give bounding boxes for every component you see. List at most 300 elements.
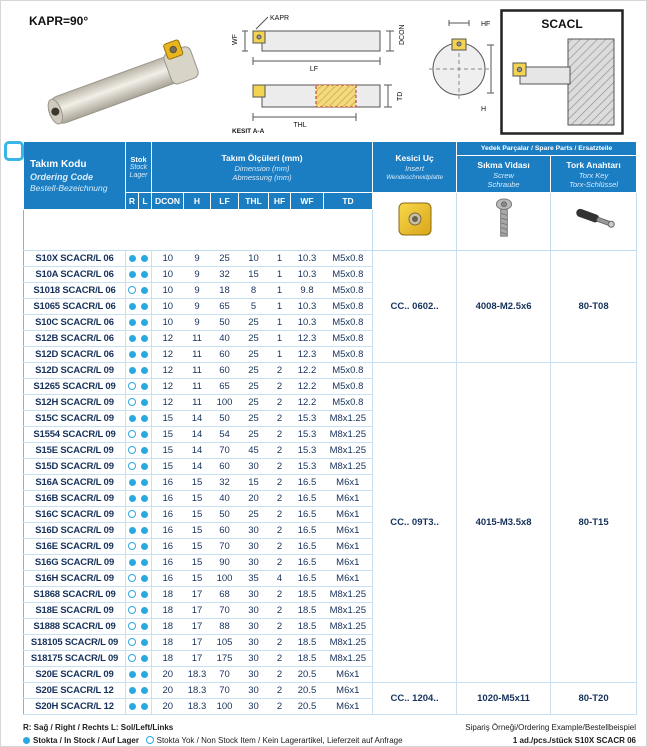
dim-hf-cell: 2 xyxy=(269,363,291,379)
stock-l-cell xyxy=(139,363,152,379)
dim-td-cell: M6x1 xyxy=(324,491,373,507)
torx-key-code-cell: 80-T08 xyxy=(551,251,637,363)
dim-lf-cell: 100 xyxy=(211,571,239,587)
dim-wf-cell: 16.5 xyxy=(291,539,324,555)
dim-lf-cell: 60 xyxy=(211,459,239,475)
stock-l-cell xyxy=(139,699,152,715)
dim-lf-cell: 60 xyxy=(211,363,239,379)
dim-dcon-cell: 12 xyxy=(152,363,184,379)
tool-code-cell: S1554 SCACR/L 09 xyxy=(24,427,126,443)
stock-l-cell xyxy=(139,491,152,507)
stock-dot-r xyxy=(128,382,136,390)
tool-code-cell: S15E SCACR/L 09 xyxy=(24,443,126,459)
dim-wf-cell: 18.5 xyxy=(291,651,324,667)
dim-dcon-cell: 10 xyxy=(152,267,184,283)
dim-h-cell: 17 xyxy=(184,587,211,603)
dim-lf-cell: 175 xyxy=(211,651,239,667)
dim-thl-cell: 25 xyxy=(239,395,269,411)
dim-thl-cell: 30 xyxy=(239,587,269,603)
dim-wf-cell: 16.5 xyxy=(291,571,324,587)
stock-l-cell xyxy=(139,683,152,699)
table-row xyxy=(24,251,637,267)
dim-dcon-cell: 10 xyxy=(152,283,184,299)
torx-key-image-cell xyxy=(551,193,637,251)
stock-dot-r xyxy=(129,495,136,502)
dim-h-cell: 14 xyxy=(184,443,211,459)
dim-dcon-cell: 12 xyxy=(152,331,184,347)
dim-lf-cell: 88 xyxy=(211,619,239,635)
dim-td-cell: M5x0.8 xyxy=(324,331,373,347)
stock-r-cell xyxy=(126,683,139,699)
dim-hf-cell: 2 xyxy=(269,427,291,443)
dim-h-cell: 18.3 xyxy=(184,667,211,683)
dim-td-cell: M8x1.25 xyxy=(324,587,373,603)
dim-lf-cell: 90 xyxy=(211,555,239,571)
dim-hf-cell: 2 xyxy=(269,603,291,619)
lf-dim-label: LF xyxy=(309,66,319,73)
stock-dot-r xyxy=(128,398,136,406)
stock-dot-r xyxy=(129,367,136,374)
td-dim-label: TD xyxy=(397,91,404,101)
tool-code-cell: S1018 SCACR/L 06 xyxy=(24,283,126,299)
dcon-dim-label: DCON xyxy=(399,24,406,45)
dim-td-cell: M6x1 xyxy=(324,571,373,587)
stock-r-cell xyxy=(126,427,139,443)
dim-thl-cell: 30 xyxy=(239,683,269,699)
dim-dcon-cell: 10 xyxy=(152,299,184,315)
dim-wf-cell: 15.3 xyxy=(291,443,324,459)
dim-td-cell: M8x1.25 xyxy=(324,459,373,475)
stock-dot-l xyxy=(141,655,148,662)
stock-dot-r xyxy=(128,286,136,294)
dim-h-cell: 9 xyxy=(184,267,211,283)
stock-dot-r xyxy=(129,415,136,422)
header-gap-cell xyxy=(24,210,373,251)
dim-lf-cell: 60 xyxy=(211,347,239,363)
dim-lf-cell: 70 xyxy=(211,683,239,699)
col-label-dcon: DCON xyxy=(152,193,184,210)
dim-td-cell: M6x1 xyxy=(324,475,373,491)
tool-code-cell: S12H SCACR/L 09 xyxy=(24,395,126,411)
stock-l-cell xyxy=(139,667,152,683)
dim-h-cell: 18.3 xyxy=(184,699,211,715)
stock-dot-r xyxy=(129,671,136,678)
stock-dot-r xyxy=(129,303,136,310)
col-label-h: H xyxy=(184,193,211,210)
tool-code-cell: S12B SCACR/L 06 xyxy=(24,331,126,347)
dim-td-cell: M8x1.25 xyxy=(324,635,373,651)
side-view xyxy=(232,15,406,73)
dim-wf-cell: 20.5 xyxy=(291,667,324,683)
stock-l-cell xyxy=(139,603,152,619)
tool-code-cell: S1065 SCACR/L 06 xyxy=(24,299,126,315)
tool-code-cell: S1868 SCACR/L 09 xyxy=(24,587,126,603)
dim-dcon-cell: 10 xyxy=(152,251,184,267)
dim-thl-cell: 10 xyxy=(239,251,269,267)
stock-dot-l xyxy=(141,527,148,534)
dim-dcon-cell: 20 xyxy=(152,699,184,715)
dim-hf-cell: 2 xyxy=(269,411,291,427)
stock-r-cell xyxy=(126,459,139,475)
thl-dim-label: THL xyxy=(293,122,307,129)
torx-key-code-cell: 80-T20 xyxy=(551,683,637,715)
stock-l-cell xyxy=(139,539,152,555)
stock-de: Lager xyxy=(129,171,148,179)
stock-r-cell xyxy=(126,395,139,411)
dim-lf-cell: 105 xyxy=(211,635,239,651)
torx-key-code-cell: 80-T15 xyxy=(551,363,637,683)
tool-code-cell: S20E SCACR/L 12 xyxy=(24,683,126,699)
tool-code-cell: S18105 SCACR/L 09 xyxy=(24,635,126,651)
dim-wf-cell: 16.5 xyxy=(291,507,324,523)
stock-dot-l xyxy=(141,303,148,310)
non-stock-dot-icon xyxy=(146,736,154,744)
dim-hf-cell: 2 xyxy=(269,635,291,651)
dim-td-cell: M5x0.8 xyxy=(324,347,373,363)
dim-thl-cell: 30 xyxy=(239,603,269,619)
dim-lf-cell: 54 xyxy=(211,427,239,443)
dim-dcon-cell: 18 xyxy=(152,651,184,667)
stock-dot-l xyxy=(141,591,148,598)
dim-wf-cell: 16.5 xyxy=(291,523,324,539)
stock-dot-r xyxy=(129,271,136,278)
dim-wf-cell: 12.3 xyxy=(291,331,324,347)
dim-lf-cell: 70 xyxy=(211,603,239,619)
dim-dcon-cell: 16 xyxy=(152,571,184,587)
dim-h-cell: 11 xyxy=(184,379,211,395)
dim-thl-cell: 30 xyxy=(239,699,269,715)
tool-code-cell: S1888 SCACR/L 09 xyxy=(24,619,126,635)
stock-l-cell xyxy=(139,619,152,635)
tool-code-cell: S10C SCACR/L 06 xyxy=(24,315,126,331)
dim-td-cell: M8x1.25 xyxy=(324,443,373,459)
non-stock-legend: Stokta Yok / Non Stock Item / Kein Lagerartikel, Lieferzeit auf Anfrage xyxy=(156,736,403,745)
dim-h-cell: 9 xyxy=(184,315,211,331)
tool-code-cell: S16G SCACR/L 09 xyxy=(24,555,126,571)
dim-h-cell: 9 xyxy=(184,283,211,299)
dim-wf-cell: 15.3 xyxy=(291,411,324,427)
screw-code-cell: 4008-M2.5x6 xyxy=(457,251,551,363)
stock-r-cell xyxy=(126,299,139,315)
dim-td-cell: M6x1 xyxy=(324,555,373,571)
dim-dcon-cell: 18 xyxy=(152,619,184,635)
stock-l-cell xyxy=(139,475,152,491)
dimension-drawing xyxy=(228,9,418,135)
stock-l-cell xyxy=(139,571,152,587)
stock-r-cell xyxy=(126,507,139,523)
stock-dot-l xyxy=(141,463,148,470)
torx-key-icon xyxy=(571,198,617,240)
dim-dcon-cell: 20 xyxy=(152,683,184,699)
dim-hf-cell: 2 xyxy=(269,443,291,459)
scacl-label: SCACL xyxy=(541,17,583,31)
stock-dot-r xyxy=(129,479,136,486)
rl-legend: R: Sağ / Right / Rechts L: Sol/Left/Links xyxy=(23,723,174,732)
stock-dot-l xyxy=(141,431,148,438)
dim-h-cell: 11 xyxy=(184,395,211,411)
dim-lf-cell: 40 xyxy=(211,331,239,347)
dim-wf-cell: 10.3 xyxy=(291,267,324,283)
dim-thl-cell: 25 xyxy=(239,331,269,347)
header-row-spare xyxy=(24,142,637,156)
insert-de: Wendeschneidplatte xyxy=(386,173,444,181)
tool-code-cell: S20E SCACR/L 09 xyxy=(24,667,126,683)
stock-r-cell xyxy=(126,539,139,555)
stock-r-cell xyxy=(126,443,139,459)
dim-wf-cell: 18.5 xyxy=(291,619,324,635)
stock-dot-r xyxy=(128,510,136,518)
stock-r-cell xyxy=(126,635,139,651)
dim-hf-cell: 2 xyxy=(269,459,291,475)
stock-dot-l xyxy=(141,399,148,406)
tool-code-cell: S18E SCACR/L 09 xyxy=(24,603,126,619)
insert-code-cell: CC.. 1204.. xyxy=(373,683,457,715)
stock-dot-r xyxy=(129,319,136,326)
ordering-code-en: Ordering Code xyxy=(30,171,94,182)
stock-dot-r xyxy=(128,638,136,646)
dim-wf-cell: 10.3 xyxy=(291,299,324,315)
torx-de: Torx-Schlüssel xyxy=(569,179,619,189)
dim-wf-cell: 10.3 xyxy=(291,251,324,267)
dim-lf-cell: 40 xyxy=(211,491,239,507)
tool-photo-drawing xyxy=(23,9,223,135)
dim-hf-cell: 2 xyxy=(269,379,291,395)
stock-dot-l xyxy=(141,543,148,550)
tool-code-cell: S16B SCACR/L 09 xyxy=(24,491,126,507)
stock-dot-l xyxy=(141,495,148,502)
header-torx-key xyxy=(551,156,637,193)
dim-lf-cell: 50 xyxy=(211,315,239,331)
stock-r-cell xyxy=(126,699,139,715)
torx-en: Torx Key xyxy=(578,170,609,180)
screw-code-cell: 4015-M3.5x8 xyxy=(457,363,551,683)
stock-l-cell xyxy=(139,635,152,651)
stock-r-cell xyxy=(126,363,139,379)
dim-wf-cell: 12.2 xyxy=(291,379,324,395)
tool-code-cell: S16A SCACR/L 09 xyxy=(24,475,126,491)
dim-wf-cell: 12.2 xyxy=(291,363,324,379)
stock-dot-l xyxy=(141,479,148,486)
tool-code-cell: S12D SCACR/L 06 xyxy=(24,347,126,363)
tool-code-cell: S15C SCACR/L 09 xyxy=(24,411,126,427)
screw-en: Screw xyxy=(493,170,514,180)
stock-l-cell xyxy=(139,459,152,475)
stock-r-cell xyxy=(126,379,139,395)
dim-td-cell: M8x1.25 xyxy=(324,427,373,443)
dim-thl-cell: 30 xyxy=(239,651,269,667)
stock-l-cell xyxy=(139,347,152,363)
tool-code-cell: S20H SCACR/L 12 xyxy=(24,699,126,715)
stock-dot-l xyxy=(141,255,148,262)
tool-code-cell: S15D SCACR/L 09 xyxy=(24,459,126,475)
col-label-hf: HF xyxy=(269,193,291,210)
dim-lf-cell: 50 xyxy=(211,411,239,427)
dim-dcon-cell: 15 xyxy=(152,427,184,443)
dim-h-cell: 17 xyxy=(184,603,211,619)
stock-r-cell xyxy=(126,251,139,267)
dim-h-cell: 15 xyxy=(184,507,211,523)
dim-dcon-cell: 12 xyxy=(152,395,184,411)
dim-dcon-cell: 10 xyxy=(152,315,184,331)
dim-wf-cell: 12.2 xyxy=(291,395,324,411)
dim-h-cell: 15 xyxy=(184,539,211,555)
dim-td-cell: M8x1.25 xyxy=(324,651,373,667)
stock-l-cell xyxy=(139,523,152,539)
dim-td-cell: M8x1.25 xyxy=(324,619,373,635)
dim-lf-cell: 60 xyxy=(211,523,239,539)
dim-wf-cell: 15.3 xyxy=(291,459,324,475)
kapr-angle-label: KAPR=90° xyxy=(29,14,89,28)
dim-lf-cell: 70 xyxy=(211,443,239,459)
section-view xyxy=(232,85,404,135)
boring-bar-photo xyxy=(41,37,200,129)
dim-dcon-cell: 18 xyxy=(152,603,184,619)
stock-dot-r xyxy=(129,687,136,694)
stock-l-cell xyxy=(139,331,152,347)
dims-de: Abmessung (mm) xyxy=(232,172,292,182)
ordering-example-value: 1 ad./pcs./stück S10X SCACR 06 xyxy=(512,736,636,745)
col-label-td: TD xyxy=(324,193,373,210)
stock-dot-r xyxy=(128,462,136,470)
dim-hf-cell: 1 xyxy=(269,267,291,283)
dim-dcon-cell: 20 xyxy=(152,667,184,683)
tool-code-cell: S10X SCACR/L 06 xyxy=(24,251,126,267)
dim-td-cell: M5x0.8 xyxy=(324,379,373,395)
dim-td-cell: M6x1 xyxy=(324,683,373,699)
in-stock-legend: Stokta / In Stock / Auf Lager xyxy=(33,736,139,745)
dim-lf-cell: 25 xyxy=(211,251,239,267)
stock-r-cell xyxy=(126,315,139,331)
screw-image-cell xyxy=(457,193,551,251)
dim-thl-cell: 8 xyxy=(239,283,269,299)
tool-code-cell: S16H SCACR/L 09 xyxy=(24,571,126,587)
screw-icon xyxy=(494,198,514,240)
stock-legend-line xyxy=(23,734,403,747)
stock-dot-l xyxy=(141,559,148,566)
dim-hf-cell: 1 xyxy=(269,283,291,299)
stock-dot-l xyxy=(141,607,148,614)
dim-td-cell: M5x0.8 xyxy=(324,267,373,283)
dim-thl-cell: 15 xyxy=(239,475,269,491)
stock-dot-r xyxy=(128,446,136,454)
technical-drawings xyxy=(23,9,636,135)
spec-table xyxy=(23,141,637,715)
dim-h-cell: 17 xyxy=(184,651,211,667)
stock-r-cell xyxy=(126,571,139,587)
dim-dcon-cell: 16 xyxy=(152,507,184,523)
dim-wf-cell: 18.5 xyxy=(291,635,324,651)
dim-thl-cell: 25 xyxy=(239,379,269,395)
stock-dot-r xyxy=(129,335,136,342)
stock-l-cell xyxy=(139,267,152,283)
col-label-lf: LF xyxy=(211,193,239,210)
stock-l-cell xyxy=(139,283,152,299)
dim-hf-cell: 2 xyxy=(269,507,291,523)
stock-dot-l xyxy=(141,447,148,454)
dim-wf-cell: 18.5 xyxy=(291,603,324,619)
dim-h-cell: 14 xyxy=(184,411,211,427)
dim-thl-cell: 30 xyxy=(239,459,269,475)
ordering-code-de: Bestell-Bezeichnung xyxy=(30,182,108,193)
dim-h-cell: 15 xyxy=(184,491,211,507)
dim-wf-cell: 10.3 xyxy=(291,315,324,331)
tool-code-cell: S16E SCACR/L 09 xyxy=(24,539,126,555)
stock-dot-l xyxy=(141,687,148,694)
tool-code-cell: S12D SCACR/L 09 xyxy=(24,363,126,379)
dim-wf-cell: 16.5 xyxy=(291,491,324,507)
stock-dot-r xyxy=(128,590,136,598)
dim-hf-cell: 2 xyxy=(269,619,291,635)
ordering-code-tr: Takım Kodu xyxy=(30,158,87,170)
dim-h-cell: 11 xyxy=(184,331,211,347)
stock-dot-r xyxy=(129,255,136,262)
dim-h-cell: 15 xyxy=(184,475,211,491)
stock-dot-l xyxy=(141,383,148,390)
dim-lf-cell: 50 xyxy=(211,507,239,523)
stock-dot-l xyxy=(141,415,148,422)
dim-hf-cell: 2 xyxy=(269,587,291,603)
stock-r-cell xyxy=(126,491,139,507)
header-spare-parts: Yedek Parçalar / Spare Parts / Ersatzteile xyxy=(457,142,637,156)
dim-wf-cell: 12.3 xyxy=(291,347,324,363)
col-label-wf: WF xyxy=(291,193,324,210)
stock-dot-r xyxy=(128,654,136,662)
dim-thl-cell: 35 xyxy=(239,571,269,587)
stock-l-cell xyxy=(139,379,152,395)
torx-tr: Tork Anahtarı xyxy=(566,159,621,170)
stock-tr: Stok xyxy=(130,154,147,164)
insert-tr: Kesici Uç xyxy=(395,152,434,163)
stock-dot-l xyxy=(141,319,148,326)
dim-lf-cell: 68 xyxy=(211,587,239,603)
insert-image-cell xyxy=(373,193,457,251)
stock-l-cell xyxy=(139,587,152,603)
footer-right xyxy=(465,721,636,747)
kapr-dim-label: KAPR xyxy=(270,15,290,22)
dim-wf-cell: 20.5 xyxy=(291,683,324,699)
dim-td-cell: M8x1.25 xyxy=(324,603,373,619)
dim-dcon-cell: 16 xyxy=(152,539,184,555)
stock-dot-l xyxy=(141,335,148,342)
tool-code-cell: S1265 SCACR/L 09 xyxy=(24,379,126,395)
dim-td-cell: M8x1.25 xyxy=(324,411,373,427)
stock-dot-r xyxy=(129,559,136,566)
stock-l-cell xyxy=(139,651,152,667)
stock-r-cell xyxy=(126,267,139,283)
dim-thl-cell: 25 xyxy=(239,315,269,331)
stock-l-cell xyxy=(139,315,152,331)
dim-dcon-cell: 18 xyxy=(152,587,184,603)
dim-hf-cell: 1 xyxy=(269,331,291,347)
stock-dot-l xyxy=(141,639,148,646)
dim-h-cell: 15 xyxy=(184,571,211,587)
stock-r-cell xyxy=(126,475,139,491)
stock-l-cell xyxy=(139,507,152,523)
stock-r-cell xyxy=(126,587,139,603)
stock-r-cell xyxy=(126,619,139,635)
dim-wf-cell: 18.5 xyxy=(291,587,324,603)
dim-hf-cell: 2 xyxy=(269,523,291,539)
dim-h-cell: 15 xyxy=(184,523,211,539)
section-label: KESIT A-A xyxy=(232,128,265,135)
stock-dot-l xyxy=(141,367,148,374)
dim-thl-cell: 20 xyxy=(239,491,269,507)
dim-dcon-cell: 16 xyxy=(152,523,184,539)
screw-code-cell: 1020-M5x11 xyxy=(457,683,551,715)
tool-code-cell: S18175 SCACR/L 09 xyxy=(24,651,126,667)
stock-en: Stock xyxy=(129,163,148,171)
stock-dot-r xyxy=(128,542,136,550)
